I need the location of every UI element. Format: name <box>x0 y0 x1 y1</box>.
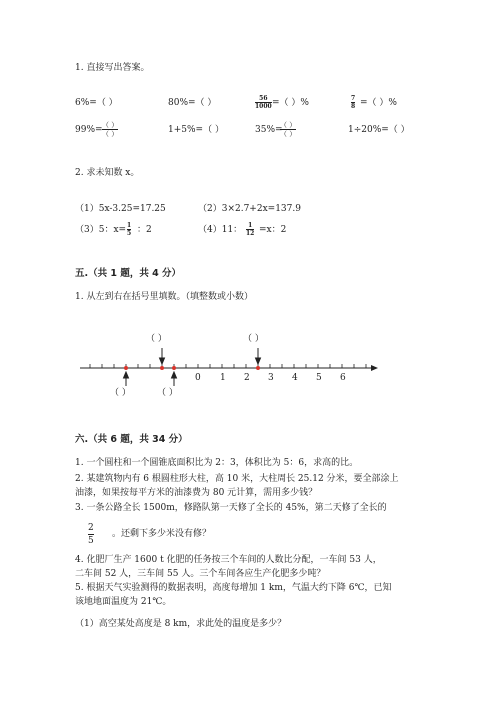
section5-header: 五.（共 1 题，共 4 分） <box>75 268 182 279</box>
q1-item-6: 1+5%=（ ） <box>168 125 224 135</box>
s6-line-8: 5. 根据天气实验测得的数据表明，高度每增加 1 km，气温大约下降 6℃，已知 <box>75 583 392 593</box>
tick-label-0: 0 <box>195 373 201 383</box>
q1-item-4: =（ ）% <box>360 98 397 108</box>
q2-item-4: （4）11： <box>198 225 243 235</box>
s6-line-3: 油漆，如果按每平方米的油漆费为 80 元计算，需用多少钱？ <box>75 488 318 498</box>
s6-line-7: 二车间 52 人，三车间 55 人。三个车间各应生产化肥多少吨？ <box>75 569 326 579</box>
s6-line-6: 4. 化肥厂生产 1600 t 化肥的任务按三个车间的人数比分配，一车间 53 人， <box>75 555 382 565</box>
s6-fraction-2-5: 2 5 <box>88 523 94 546</box>
s6-line-2: 2. 某建筑物内有 6 根圆柱形大柱，高 10 米，大柱周长 25.12 分米，要全部涂上 <box>75 474 399 484</box>
q1-paren-fraction-1: （ ） （ ） <box>102 121 119 138</box>
point-marker-1 <box>124 366 128 370</box>
point-marker-4 <box>256 366 260 370</box>
number-line-top-paren-2: （ ） <box>243 334 264 344</box>
q1-item-7: 35%= <box>255 125 283 135</box>
down-arrow-1-head <box>160 358 165 364</box>
s6-line-9: 该地地面温度为 21℃。 <box>75 597 172 607</box>
q2-item-3-tail: ：2 <box>137 225 152 235</box>
s6-line-10: （1）高空某处高度是 8 km，求此处的温度是多少？ <box>75 619 287 629</box>
number-line-bottom-paren-2: （ ） <box>157 388 178 398</box>
q2-title: 2. 求未知数 x。 <box>75 168 140 178</box>
point-marker-3 <box>172 366 176 370</box>
q1-item-5: 99%= <box>75 125 103 135</box>
q1-title: 1. 直接写出答案。 <box>75 63 150 73</box>
s6-line-4: 3. 一条公路全长 1500m，修路队第一天修了全长的 45%，第二天修了全长的 <box>75 503 387 513</box>
tick-label-4: 4 <box>292 373 298 383</box>
s6-line-5: 。还剩下多少米没有修？ <box>112 529 212 539</box>
q1-item-1: 6%=（ ） <box>75 98 118 108</box>
number-line-arrowhead <box>371 365 378 371</box>
tick-label-6: 6 <box>340 373 346 383</box>
q2-item-3: （3）5：x= <box>75 225 127 235</box>
s6-line-1: 1. 一个圆柱和一个圆锥底面积比为 2：3，体积比为 5：6，求高的比。 <box>75 458 359 468</box>
tick-label-3: 3 <box>268 373 274 383</box>
arrows <box>124 348 261 386</box>
q1-item-8: 1÷20%=（ ） <box>348 125 410 135</box>
tick-label-2: 2 <box>244 373 250 383</box>
tick-label-1: 1 <box>220 373 226 383</box>
q2-item-4-tail: =x：2 <box>259 225 287 235</box>
q2-item-2: （2）3×2.7+2x=137.9 <box>198 204 301 214</box>
section6-header: 六.（共 6 题，共 34 分） <box>75 434 188 445</box>
section5-question: 1. 从左到右在括号里填数。（填整数或小数） <box>75 292 253 302</box>
q1-item-2: 80%=（ ） <box>168 98 217 108</box>
tick-label-5: 5 <box>316 373 322 383</box>
q2-fraction-1-5: 1 5 <box>127 222 132 237</box>
down-arrow-2-head <box>256 358 261 364</box>
q2-item-1: （1）5x-3.25=17.25 <box>75 204 166 214</box>
q1-fraction-56-1000: 56 1000 <box>255 95 272 110</box>
up-arrow-1-head <box>124 372 129 378</box>
number-line-bottom-paren-1: （ ） <box>110 388 131 398</box>
point-marker-2 <box>160 366 164 370</box>
q2-fraction-1-12: 1 12 <box>246 222 255 237</box>
number-line-top-paren-1: （ ） <box>146 334 167 344</box>
q1-item-3: =（ ）% <box>272 98 309 108</box>
q1-paren-fraction-2: （ ） （ ） <box>280 121 297 138</box>
q1-fraction-7-8: 7 8 <box>351 95 356 110</box>
up-arrow-2-head <box>172 372 177 378</box>
number-line-ticks <box>90 364 366 368</box>
